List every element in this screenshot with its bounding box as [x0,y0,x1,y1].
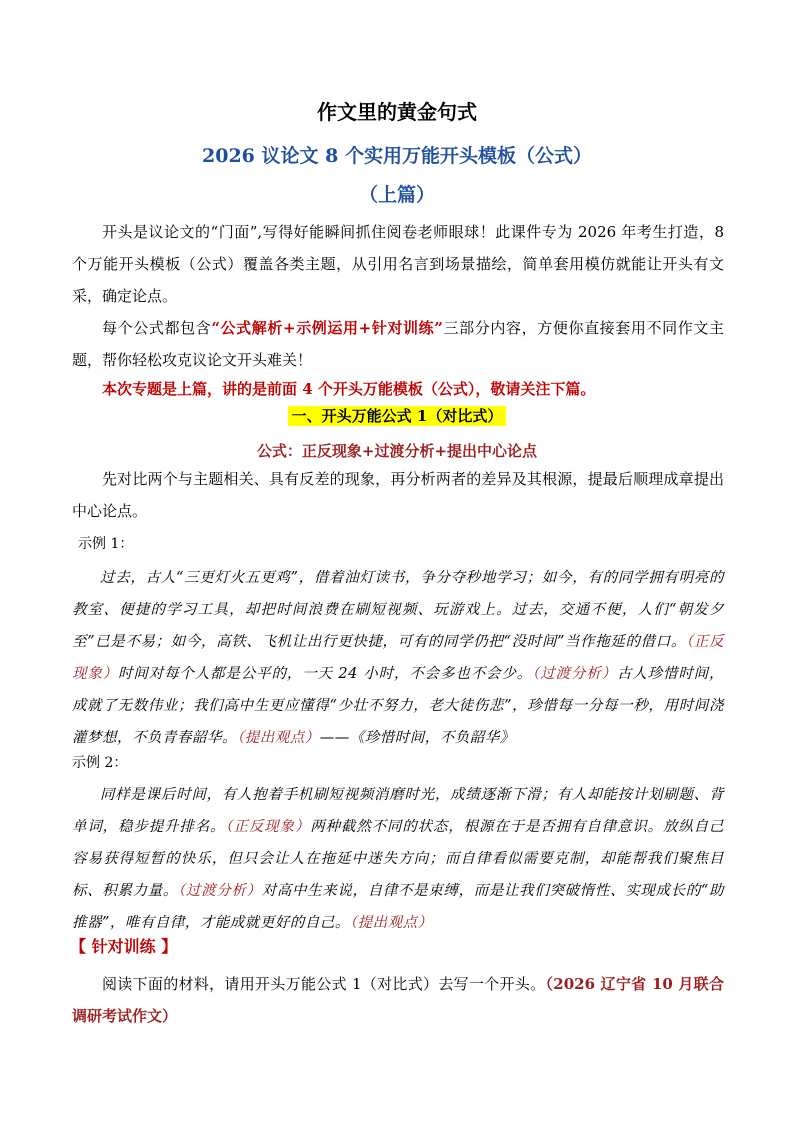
example-1-tag-1: （正反现象） [72,634,724,682]
example-2-tag-2: （过渡分析） [178,883,262,899]
notice-text: 本次专题是上篇，讲的是前面 4 个开头万能模板（公式），敬请关注下篇。 [102,380,596,398]
intro-paragraph-2 [72,312,724,376]
example-1-tag-2: （过渡分析） [532,666,617,682]
document-title: 作文里的黄金句式 [317,100,477,124]
example-1-part-2: 时间对每个人都是公平的，一天 24 小时，不会多也不会少。 [118,666,533,682]
training-prompt [72,968,724,1032]
training-text: 阅读下面的材料，请用开头万能公式 1（对比式）去写一个开头。 [102,975,546,993]
example-1-tag-3: （提出观点） [237,730,320,746]
example-1-part-1: 过去，古人“三更灯火五更鸡”，借着油灯读书，争分夺秒地学习；如今，有的同学拥有明亮的教室、便捷的学习工具，却把时间浪费在刷短视频、玩游戏上。过去，交通不便，人们“朝发夕至”已是不易；如今，高铁、飞机让出行更快捷，可有的同学仍把“没时间”当作拖延的借口。 [72,570,724,650]
training-heading: 【 针对训练 】 [70,937,178,956]
example-2-part-2: 两种截然不同的状态，根源在于是否拥有自律意识。放纵自己容易获得短暂的快乐，但只会让人在拖延中迷失方向；而自律看似需要克制，却能帮我们聚焦目标、积累力量。 [72,819,725,899]
formula-line: 公式：正反现象+过渡分析+提出中心论点 [256,442,538,460]
example-2-part-1: 同样是课后时间，有人抱着手机刷短视频消磨时光，成绩逐渐下滑；有人却能按计划刷题、背单词，稳步提升排名。 [72,787,724,835]
intro-p2-post: 三部分内容，方便你直接套用不同作文主题，帮你轻松攻克议论文开头难关！ [72,319,724,369]
intro-p2-pre: 每个公式都包含 [102,319,212,337]
section-heading-label: 一、开头万能公式 1（对比式） [288,406,507,426]
example-1-text [72,562,724,754]
example-2-text [72,779,724,939]
example-2-label: 示例 2： [72,755,128,771]
example-1-label: 示例 1： [78,536,134,552]
example-2-tag-3: （提出观点） [349,915,433,931]
formula-explanation: 先对比两个与主题相关、具有反差的现象，再分析两者的差异及其根源，提最后顺理成章提出中心论点。 [72,470,724,520]
example-2-tag-1: （正反现象） [225,819,311,835]
document-part-label: （上篇） [358,184,435,206]
intro-paragraph: 开头是议论文的“门面”,写得好能瞬间抓住阅卷老师眼球！此课件专为 2026 年考生打造，8 个万能开头模板（公式）覆盖各类主题，从引用名言到场景描绘，简单套用模仿就能让开头有文采，确定论点。 [72,223,724,305]
example-1-essay-title: ——《珍惜时间，不负韶华》 [319,730,515,746]
training-source: （2026 辽宁省 10 月联合调研考试作文） [72,975,724,1025]
section-heading [0,405,794,426]
example-1-part-3: 古人珍惜时间，成就了无数伟业；我们高中生更应懂得“少壮不努力，老大徒伤悲”，珍惜每一分每一秒，用时间浇灌梦想，不负青春韶华。 [72,666,725,746]
document-subtitle: 2026 议论文 8 个实用万能开头模板（公式） [202,145,592,167]
example-2-part-3: 对高中生来说，自律不是束缚，而是让我们突破惰性、实现成长的“助推器”，唯有自律，才能成就更好的自己。 [72,883,724,931]
intro-p2-highlight: “公式解析+示例运用+针对训练” [211,319,443,337]
